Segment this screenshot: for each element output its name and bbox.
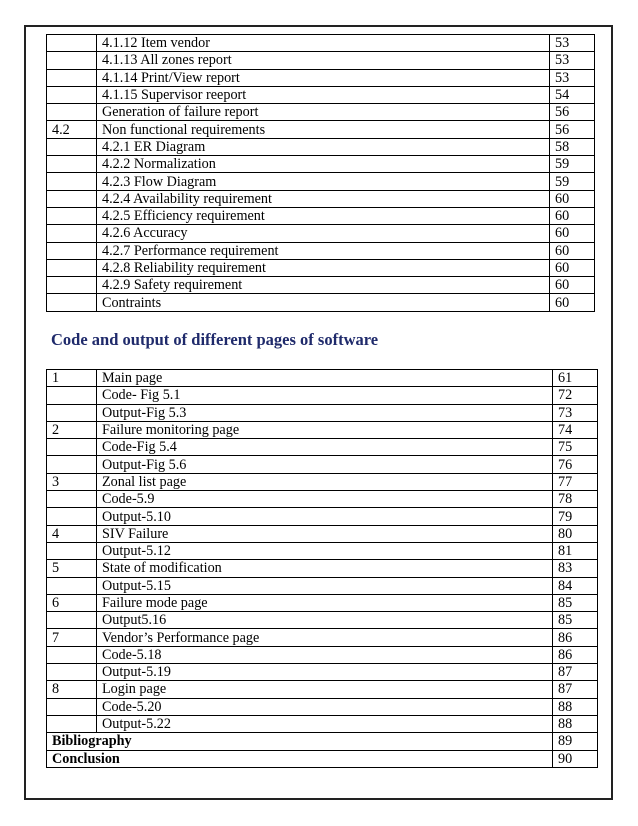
toc-entry-title: 4.1.13 All zones report (97, 52, 550, 69)
toc-section-number (47, 242, 97, 259)
toc-section-number (47, 138, 97, 155)
toc-page-number: 78 (553, 491, 598, 508)
toc-section-number: 4 (47, 525, 97, 542)
toc-entry-title: Code-5.9 (97, 491, 553, 508)
toc-page-number: 87 (553, 664, 598, 681)
toc-entry-title: Output-Fig 5.3 (97, 404, 553, 421)
toc-section-number (47, 664, 97, 681)
table-row (47, 52, 595, 69)
toc-page-number: 53 (550, 69, 595, 86)
toc-section-number (47, 542, 97, 559)
toc-page-number: 86 (553, 646, 598, 663)
toc-entry-title: Output-5.19 (97, 664, 553, 681)
toc-page-number: 56 (550, 121, 595, 138)
toc-page-number: 83 (553, 560, 598, 577)
toc-page-number: 85 (553, 594, 598, 611)
toc-page-number: 73 (553, 404, 598, 421)
toc-page-number: 85 (553, 612, 598, 629)
toc-entry-title: Output-Fig 5.6 (97, 456, 553, 473)
toc-entry-title: 4.1.15 Supervisor reeport (97, 86, 550, 103)
table-row (47, 542, 598, 559)
conclusion-page: 90 (553, 750, 598, 767)
table-row (47, 612, 598, 629)
toc-section-number (47, 387, 97, 404)
table-row (47, 104, 595, 121)
conclusion-label: Conclusion (47, 750, 553, 767)
toc-entry-title: 4.1.12 Item vendor (97, 35, 550, 52)
toc-page-number: 60 (550, 277, 595, 294)
table-row (47, 69, 595, 86)
toc-entry-title: Code-5.18 (97, 646, 553, 663)
toc-entry-title: Main page (97, 370, 553, 387)
toc-entry-title: Output-5.15 (97, 577, 553, 594)
toc-page-number: 58 (550, 138, 595, 155)
toc-section-number (47, 207, 97, 224)
toc-entry-title: 4.2.4 Availability requirement (97, 190, 550, 207)
toc-entry-title: 4.2.1 ER Diagram (97, 138, 550, 155)
toc-section-number (47, 439, 97, 456)
table-row (47, 473, 598, 490)
toc-table-continued (46, 34, 595, 312)
toc-page-number: 54 (550, 86, 595, 103)
table-row (47, 190, 595, 207)
toc-page-number: 60 (550, 242, 595, 259)
toc-section-number (47, 35, 97, 52)
toc-entry-title: SIV Failure (97, 525, 553, 542)
table-row (47, 242, 595, 259)
table-row (47, 173, 595, 190)
table-row (47, 387, 598, 404)
toc-page-number: 56 (550, 104, 595, 121)
table-row (47, 491, 598, 508)
table-row (47, 86, 595, 103)
toc-entry-title: 4.2.2 Normalization (97, 156, 550, 173)
toc-page-number: 88 (553, 698, 598, 715)
toc-entry-title: 4.2.9 Safety requirement (97, 277, 550, 294)
toc-entry-title: Vendor’s Performance page (97, 629, 553, 646)
toc-section-number (47, 612, 97, 629)
toc-entry-title: Generation of failure report (97, 104, 550, 121)
toc-entry-title: 4.2.3 Flow Diagram (97, 173, 550, 190)
table-row (47, 629, 598, 646)
section-heading: Code and output of different pages of software (51, 330, 379, 349)
toc-page-number: 60 (550, 207, 595, 224)
toc-entry-title: Failure monitoring page (97, 421, 553, 438)
table-row (47, 421, 598, 438)
toc-entry-title: Contraints (97, 294, 550, 311)
toc-entry-title: 4.2.7 Performance requirement (97, 242, 550, 259)
toc-page-number: 84 (553, 577, 598, 594)
toc-table-continued-body (47, 35, 595, 312)
toc-entry-title: 4.2.8 Reliability requirement (97, 259, 550, 276)
toc-section-number (47, 52, 97, 69)
toc-table-software-pages-body (47, 370, 598, 733)
conclusion-row (47, 750, 598, 767)
toc-section-number (47, 104, 97, 121)
toc-section-number (47, 277, 97, 294)
toc-page-number: 53 (550, 35, 595, 52)
toc-page-number: 60 (550, 225, 595, 242)
toc-section-number (47, 294, 97, 311)
toc-section-number: 7 (47, 629, 97, 646)
table-row (47, 577, 598, 594)
table-row (47, 646, 598, 663)
toc-page-number: 72 (553, 387, 598, 404)
toc-page-number: 59 (550, 156, 595, 173)
table-row (47, 207, 595, 224)
table-row (47, 121, 595, 138)
bibliography-row (47, 733, 598, 750)
toc-page-number: 80 (553, 525, 598, 542)
toc-section-number (47, 173, 97, 190)
table-row (47, 225, 595, 242)
toc-page-number: 86 (553, 629, 598, 646)
toc-page-number: 53 (550, 52, 595, 69)
toc-page-number: 60 (550, 294, 595, 311)
toc-section-number (47, 508, 97, 525)
table-row (47, 259, 595, 276)
toc-page-number: 74 (553, 421, 598, 438)
table-row (47, 715, 598, 732)
table-row (47, 508, 598, 525)
toc-entry-title: Code-5.20 (97, 698, 553, 715)
toc-section-number (47, 491, 97, 508)
toc-section-number (47, 190, 97, 207)
toc-section-number (47, 259, 97, 276)
bibliography-page: 89 (553, 733, 598, 750)
bibliography-label: Bibliography (47, 733, 553, 750)
table-row (47, 138, 595, 155)
toc-page-number: 61 (553, 370, 598, 387)
toc-page-number: 88 (553, 715, 598, 732)
table-row (47, 594, 598, 611)
toc-page-number: 75 (553, 439, 598, 456)
toc-page-number: 76 (553, 456, 598, 473)
toc-section-number (47, 456, 97, 473)
table-row (47, 681, 598, 698)
toc-section-number (47, 577, 97, 594)
toc-section-number: 4.2 (47, 121, 97, 138)
toc-entry-title: Code- Fig 5.1 (97, 387, 553, 404)
table-row (47, 35, 595, 52)
toc-section-number: 6 (47, 594, 97, 611)
toc-section-number (47, 698, 97, 715)
toc-section-number (47, 225, 97, 242)
table-row (47, 560, 598, 577)
table-row (47, 370, 598, 387)
toc-entry-title: 4.2.5 Efficiency requirement (97, 207, 550, 224)
toc-section-number (47, 156, 97, 173)
table-row (47, 277, 595, 294)
table-row (47, 294, 595, 311)
toc-entry-title: Code-Fig 5.4 (97, 439, 553, 456)
toc-page-number: 60 (550, 190, 595, 207)
toc-section-number (47, 69, 97, 86)
toc-entry-title: Zonal list page (97, 473, 553, 490)
table-row (47, 156, 595, 173)
table-row (47, 456, 598, 473)
toc-page-number: 60 (550, 259, 595, 276)
toc-section-number (47, 404, 97, 421)
table-row (47, 698, 598, 715)
toc-entry-title: 4.2.6 Accuracy (97, 225, 550, 242)
toc-entry-title: Non functional requirements (97, 121, 550, 138)
toc-section-number: 8 (47, 681, 97, 698)
toc-page-number: 77 (553, 473, 598, 490)
toc-section-number (47, 646, 97, 663)
toc-section-number (47, 86, 97, 103)
toc-section-number: 3 (47, 473, 97, 490)
toc-entry-title: Output5.16 (97, 612, 553, 629)
toc-entry-title: Output-5.22 (97, 715, 553, 732)
toc-table-software-pages (46, 369, 598, 768)
toc-section-number: 5 (47, 560, 97, 577)
table-row (47, 664, 598, 681)
toc-page-number: 87 (553, 681, 598, 698)
toc-entry-title: Failure mode page (97, 594, 553, 611)
toc-page-number: 81 (553, 542, 598, 559)
toc-page-number: 59 (550, 173, 595, 190)
table-row (47, 404, 598, 421)
table-row (47, 525, 598, 542)
toc-entry-title: State of modification (97, 560, 553, 577)
toc-section-number (47, 715, 97, 732)
toc-entry-title: Login page (97, 681, 553, 698)
toc-entry-title: Output-5.10 (97, 508, 553, 525)
toc-section-number: 2 (47, 421, 97, 438)
table-row (47, 439, 598, 456)
toc-page-number: 79 (553, 508, 598, 525)
toc-section-number: 1 (47, 370, 97, 387)
toc-entry-title: 4.1.14 Print/View report (97, 69, 550, 86)
toc-entry-title: Output-5.12 (97, 542, 553, 559)
